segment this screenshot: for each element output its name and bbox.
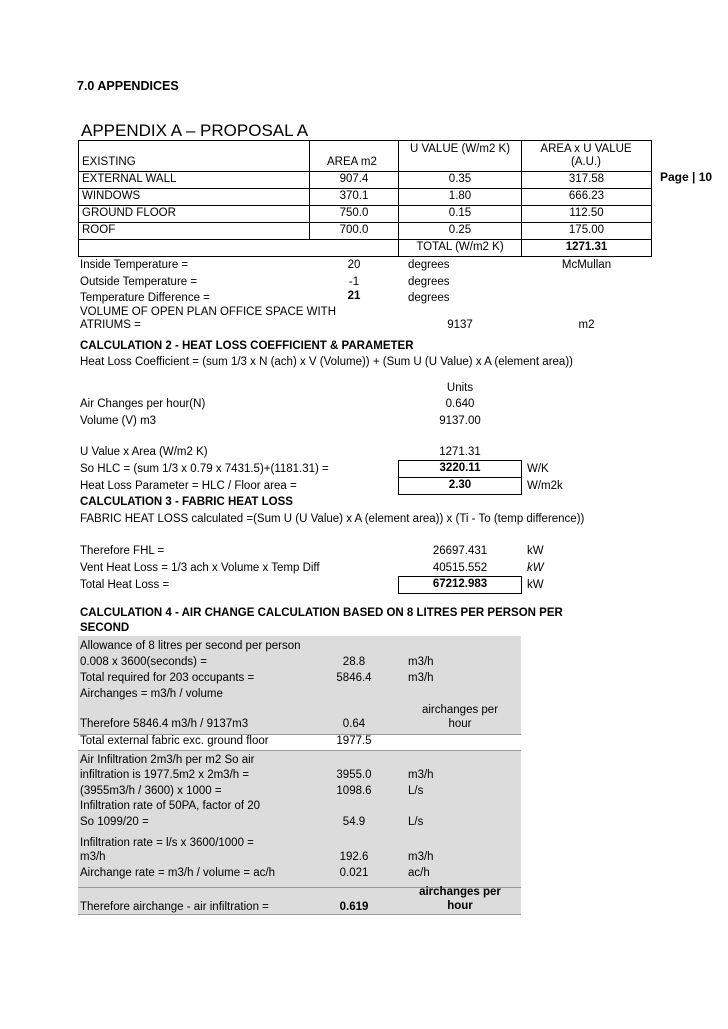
header-area: AREA m2 bbox=[327, 156, 377, 168]
row-u: 0.35 bbox=[448, 173, 472, 185]
row-au: 666.23 bbox=[568, 190, 605, 202]
inside-temp-value: 20 bbox=[347, 259, 361, 271]
volume-label-line2: ATRIUMS = bbox=[80, 319, 141, 331]
volume-value: 9137 bbox=[447, 319, 473, 331]
volume-label-line1: VOLUME OF OPEN PLAN OFFICE SPACE WITH bbox=[80, 306, 337, 318]
source-label: McMullan bbox=[561, 259, 612, 271]
calc4-row-value: 0.64 bbox=[342, 718, 366, 730]
ua-label: U Value x Area (W/m2 K) bbox=[80, 446, 208, 458]
row-area: 370.1 bbox=[339, 190, 369, 202]
row-area: 750.0 bbox=[339, 207, 369, 219]
total-heat-loss-unit: kW bbox=[527, 579, 544, 591]
calc4-row-value: 1098.6 bbox=[336, 785, 372, 797]
page-number: Page | 10 bbox=[660, 170, 713, 184]
hlc-label: So HLC = (sum 1/3 x 0.79 x 7431.5)+(1181.31) = bbox=[80, 463, 329, 475]
temp-diff-label: Temperature Difference = bbox=[80, 292, 210, 304]
calc4-row-value: 1977.5 bbox=[336, 735, 372, 747]
calc4-row-unit: m3/h bbox=[408, 851, 434, 863]
calc4-row-label: Airchanges = m3/h / volume bbox=[80, 688, 223, 700]
calc4-row-label-line2: infiltration is 1977.5m2 x 2m3/h = bbox=[80, 769, 250, 781]
calc4-final-label: Therefore airchange - air infiltration = bbox=[80, 901, 269, 913]
calc4-row-label: 0.008 x 3600(seconds) = bbox=[80, 656, 207, 668]
ua-value: 1271.31 bbox=[439, 446, 481, 458]
inside-temp-unit: degrees bbox=[408, 259, 450, 271]
calc4-row-label: Total required for 203 occupants = bbox=[80, 672, 255, 684]
units-header: Units bbox=[446, 382, 474, 394]
calc4-row-label-line1: Infiltration rate of 50PA, factor of 20 bbox=[80, 800, 261, 812]
calc4-row-label-line2: So 1099/20 = bbox=[80, 816, 149, 828]
temp-diff-value: 21 bbox=[347, 290, 361, 302]
hlp-value: 2.30 bbox=[448, 479, 472, 491]
calc4-row-value: 28.8 bbox=[342, 656, 366, 668]
ach-label: Air Changes per hour(N) bbox=[80, 398, 206, 410]
calc4-row-label: (3955m3/h / 3600) x 1000 = bbox=[80, 785, 222, 797]
row-u: 0.15 bbox=[448, 207, 472, 219]
row-element: EXTERNAL WALL bbox=[82, 173, 177, 185]
row-au: 175.00 bbox=[568, 224, 605, 236]
calc4-row-value: 0.021 bbox=[339, 867, 369, 879]
calc2-formula: Heat Loss Coefficient = (sum 1/3 x N (ach) x V (Volume)) + (Sum U (U Value) x A (element area)) bbox=[80, 356, 573, 368]
appendix-title: APPENDIX A – PROPOSAL A bbox=[81, 121, 309, 140]
row-area: 700.0 bbox=[339, 224, 369, 236]
calc4-row-unit: m3/h bbox=[408, 656, 434, 668]
row-au: 112.50 bbox=[569, 207, 604, 219]
calc4-row-unit: m3/h bbox=[408, 769, 434, 781]
fhl-label: Therefore FHL = bbox=[80, 545, 165, 557]
row-element: ROOF bbox=[82, 224, 116, 236]
ach-value: 0.640 bbox=[445, 398, 475, 410]
hlc-value: 3220.11 bbox=[439, 462, 481, 474]
calc4-row-value: 5846.4 bbox=[336, 672, 372, 684]
calc4-title-line2: SECOND bbox=[80, 622, 130, 634]
hlc-unit: W/K bbox=[527, 463, 549, 475]
calc4-row-unit-line2: hour bbox=[448, 718, 472, 730]
row-au: 317.58 bbox=[568, 173, 605, 185]
total-heat-loss-label: Total Heat Loss = bbox=[80, 579, 170, 591]
calc4-row-unit: L/s bbox=[408, 816, 424, 828]
row-element: WINDOWS bbox=[82, 190, 141, 202]
total-label: TOTAL (W/m2 K) bbox=[416, 241, 504, 253]
hlp-label: Heat Loss Parameter = HLC / Floor area = bbox=[80, 480, 297, 492]
total-value: 1271.31 bbox=[565, 241, 608, 253]
calc4-row-unit-line1: airchanges per bbox=[421, 704, 499, 716]
outside-temp-value: -1 bbox=[348, 276, 360, 288]
row-u: 0.25 bbox=[448, 224, 472, 236]
calc2-title: CALCULATION 2 - HEAT LOSS COEFFICIENT & PARAMETER bbox=[80, 340, 414, 352]
calc4-row-value: 54.9 bbox=[342, 816, 366, 828]
volume-unit: m2 bbox=[578, 319, 595, 331]
fhl-unit: kW bbox=[527, 545, 544, 557]
allowance-label: Allowance of 8 litres per second per person bbox=[80, 640, 301, 652]
calc4-final-value: 0.619 bbox=[339, 901, 369, 913]
calc4-row-label: Airchange rate = m3/h / volume = ac/h bbox=[80, 867, 275, 879]
header-u-value: U VALUE (W/m2 K) bbox=[409, 143, 511, 155]
vent-unit: kW bbox=[527, 562, 544, 574]
row-element: GROUND FLOOR bbox=[82, 207, 176, 219]
calc3-formula: FABRIC HEAT LOSS calculated =(Sum U (U Value) x A (element area)) x (Ti - To (temp difference)) bbox=[80, 513, 585, 525]
calc4-row-label-line1: Infiltration rate = l/s x 3600/1000 = bbox=[80, 837, 254, 849]
row-area: 907.4 bbox=[339, 173, 369, 185]
outside-temp-unit: degrees bbox=[408, 276, 450, 288]
calc4-row-value: 192.6 bbox=[339, 851, 369, 863]
inside-temp-label: Inside Temperature = bbox=[80, 259, 189, 271]
header-area-x-u: AREA x U VALUE (A.U.) bbox=[540, 143, 632, 168]
section-title: 7.0 APPENDICES bbox=[77, 79, 179, 93]
vol-label: Volume (V) m3 bbox=[80, 415, 157, 427]
row-u: 1.80 bbox=[448, 190, 472, 202]
calc4-final-unit-line2: hour bbox=[447, 900, 473, 912]
calc4-final-unit-line1: airchanges per bbox=[419, 886, 501, 898]
calc3-title: CALCULATION 3 - FABRIC HEAT LOSS bbox=[80, 496, 293, 508]
hlp-unit: W/m2k bbox=[527, 480, 563, 492]
calc4-row-unit: L/s bbox=[408, 785, 424, 797]
total-heat-loss-value: 67212.983 bbox=[432, 578, 488, 590]
calc4-row-label: Total external fabric exc. ground floor bbox=[80, 735, 269, 747]
temp-diff-unit: degrees bbox=[408, 292, 450, 304]
header-existing: EXISTING bbox=[82, 156, 136, 168]
vent-value: 40515.552 bbox=[432, 562, 488, 574]
calc4-row-unit: m3/h bbox=[408, 672, 434, 684]
calc4-row-value: 3955.0 bbox=[336, 769, 372, 781]
outside-temp-label: Outside Temperature = bbox=[80, 276, 198, 288]
vol-value: 9137.00 bbox=[439, 415, 481, 427]
calc4-row-label: Therefore 5846.4 m3/h / 9137m3 bbox=[80, 718, 249, 730]
calc4-row-label-line1: Air Infiltration 2m3/h per m2 So air bbox=[80, 754, 255, 766]
calc4-row-unit: ac/h bbox=[408, 867, 430, 879]
calc4-title-line1: CALCULATION 4 - AIR CHANGE CALCULATION BASED ON 8 LITRES PER PERSON PER bbox=[80, 607, 563, 619]
vent-label: Vent Heat Loss = 1/3 ach x Volume x Temp Diff bbox=[80, 562, 320, 574]
calc4-row-label-line2: m3/h bbox=[80, 851, 106, 863]
fhl-value: 26697.431 bbox=[432, 545, 488, 557]
